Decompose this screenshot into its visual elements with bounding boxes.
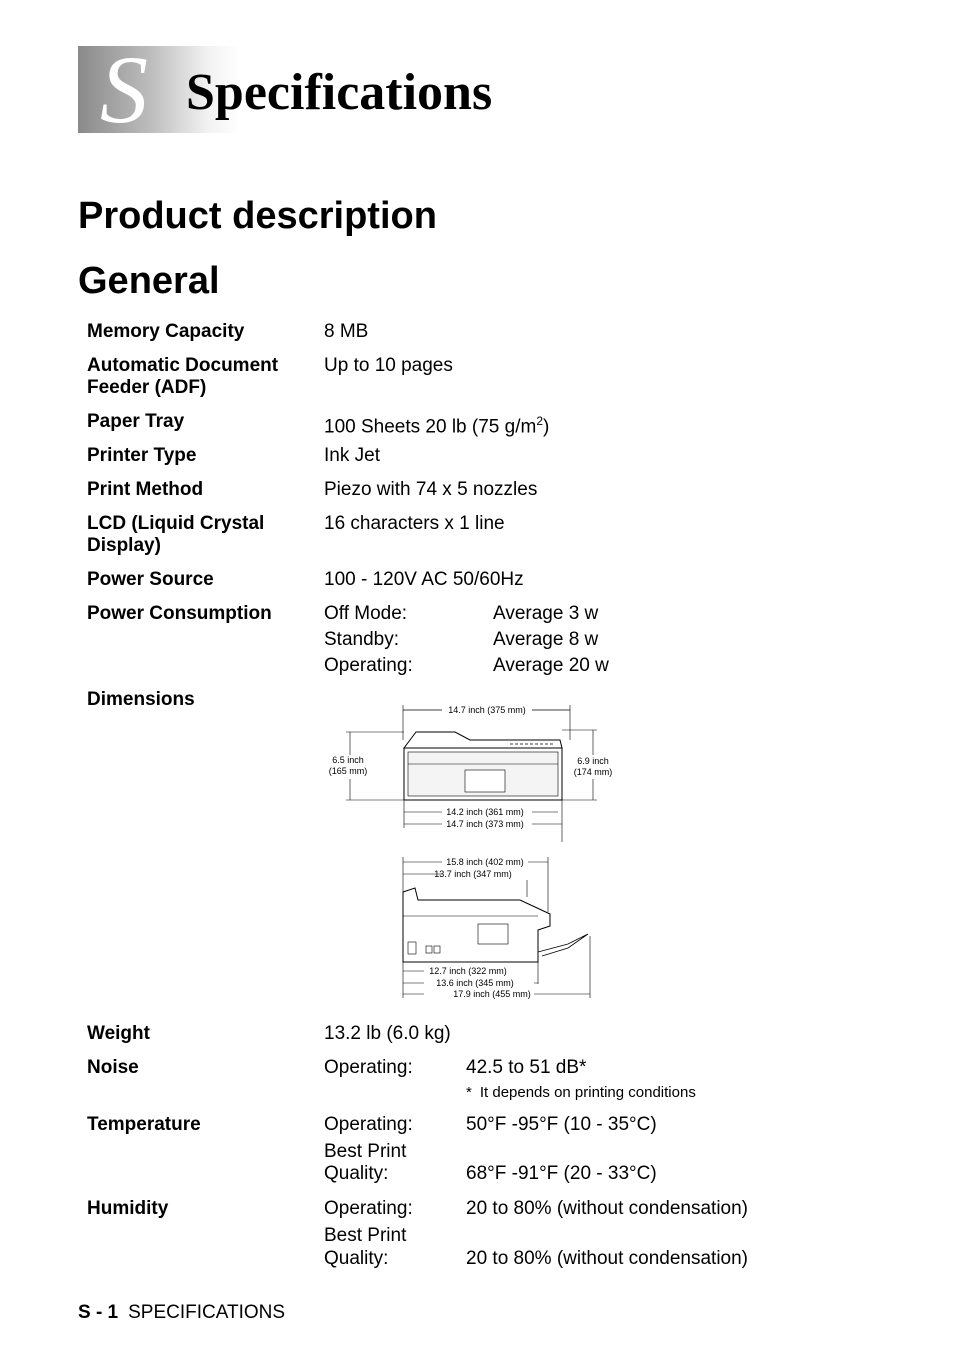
noise-mode: Operating:: [324, 1057, 413, 1078]
adf-label-line1: Automatic Document: [87, 355, 279, 376]
adf-value: Up to 10 pages: [324, 355, 453, 376]
weight-label: Weight: [87, 1023, 150, 1044]
front-bottom-2: 14.7 inch (373 mm): [446, 819, 524, 829]
noise-value: 42.5 to 51 dB*: [466, 1057, 587, 1078]
side-bottom-3: 17.9 inch (455 mm): [453, 989, 531, 999]
power-mode-operating: Operating:: [324, 655, 413, 676]
temperature-op-value: 50°F -95°F (10 - 35°C): [466, 1114, 657, 1135]
dimensions-side-diagram: [390, 852, 610, 1002]
printer-type-label: Printer Type: [87, 445, 197, 466]
paper-tray-label: Paper Tray: [87, 411, 185, 432]
humidity-op-mode: Operating:: [324, 1198, 413, 1219]
power-value-off: Average 3 w: [493, 603, 599, 624]
section-heading: Product description: [78, 195, 437, 237]
chapter-letter: S: [100, 36, 148, 143]
power-mode-off: Off Mode:: [324, 603, 408, 624]
printer-type-value: Ink Jet: [324, 445, 380, 466]
page-number: S - 1: [78, 1302, 119, 1323]
power-source-value: 100 - 120V AC 50/60Hz: [324, 569, 524, 590]
front-right-height-2: (174 mm): [573, 767, 613, 777]
power-value-standby: Average 8 w: [493, 629, 599, 650]
footer-section: SPECIFICATIONS: [128, 1302, 286, 1323]
lcd-label-line2: Display): [87, 535, 161, 556]
temperature-op-mode: Operating:: [324, 1114, 413, 1135]
dimensions-label: Dimensions: [87, 689, 195, 710]
memory-value: 8 MB: [324, 321, 369, 342]
humidity-op-value: 20 to 80% (without condensation): [466, 1198, 749, 1219]
side-top-1: 15.8 inch (402 mm): [446, 857, 524, 867]
page-footer: [78, 1301, 285, 1325]
power-mode-standby: Standby:: [324, 629, 399, 650]
print-method-label: Print Method: [87, 479, 204, 500]
paper-tray-value: 100 Sheets 20 lb (75 $g/m^2$): [324, 414, 550, 438]
power-source-label: Power Source: [87, 569, 214, 590]
side-top-2: 13.7 inch (347 mm): [434, 869, 512, 879]
power-consumption-label: Power Consumption: [87, 603, 272, 624]
front-left-height-1: 6.5 inch: [332, 755, 364, 765]
lcd-label-line1: LCD (Liquid Crystal: [87, 513, 265, 534]
chapter-title: Specifications: [186, 64, 493, 121]
humidity-best-value: 20 to 80% (without condensation): [466, 1248, 749, 1269]
print-method-value: Piezo with 74 x 5 nozzles: [324, 479, 538, 500]
front-left-height-2: (165 mm): [328, 766, 368, 776]
front-top-width: 14.7 inch (375 mm): [448, 705, 526, 715]
temperature-best-line1: Best Print: [324, 1141, 407, 1162]
front-bottom-1: 14.2 inch (361 mm): [446, 807, 524, 817]
temperature-best-value: 68°F -91°F (20 - 33°C): [466, 1163, 657, 1184]
adf-label-line2: Feeder (ADF): [87, 377, 207, 398]
noise-note: * It depends on printing conditions: [466, 1084, 696, 1101]
humidity-best-line1: Best Print: [324, 1225, 407, 1246]
dimensions-front-diagram: [320, 700, 620, 850]
noise-label: Noise: [87, 1057, 139, 1078]
front-right-height-1: 6.9 inch: [577, 756, 609, 766]
temperature-best-line2: Quality:: [324, 1163, 389, 1184]
side-bottom-1: 12.7 inch (322 mm): [429, 966, 507, 976]
weight-value: 13.2 lb (6.0 kg): [324, 1023, 451, 1044]
humidity-label: Humidity: [87, 1198, 169, 1219]
lcd-value: 16 characters x 1 line: [324, 513, 505, 534]
subsection-heading: General: [78, 260, 220, 302]
power-value-operating: Average 20 w: [493, 655, 609, 676]
side-bottom-2: 13.6 inch (345 mm): [436, 978, 514, 988]
memory-label: Memory Capacity: [87, 321, 245, 342]
temperature-label: Temperature: [87, 1114, 201, 1135]
humidity-best-line2: Quality:: [324, 1248, 389, 1269]
